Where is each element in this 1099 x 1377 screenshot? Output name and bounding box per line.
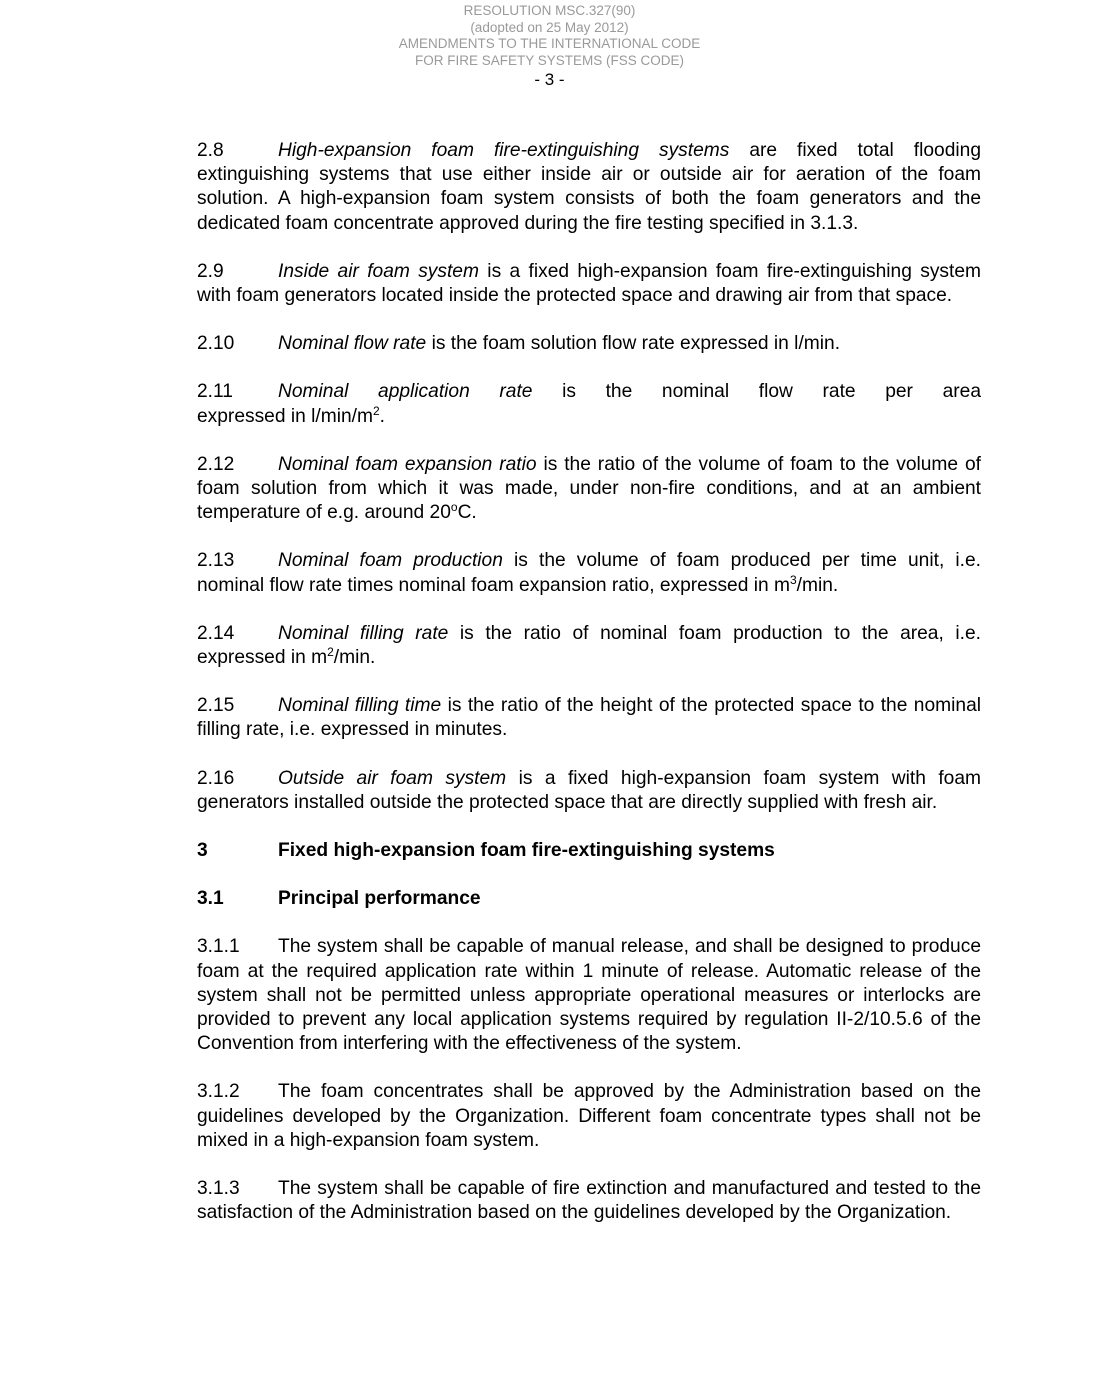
paragraph-text: is a fixed high-expansion foam fire-extinguishing system with foam generators located inside the protected space and drawing air from that space. [197, 260, 981, 307]
defined-term: Nominal foam expansion ratio [278, 453, 537, 475]
paragraph-2-16 [197, 767, 981, 815]
header-title-line2: FOR FIRE SAFETY SYSTEMS (FSS CODE) [414, 52, 685, 68]
defined-term: High-expansion foam fire-extinguishing systems [278, 140, 730, 161]
paragraph-text: The system shall be capable of manual release, and shall be designed to produce foam at the required application rate within 1 minute of release. Automatic release of the system shall not be permitted unless appropriate operational measures or interlocks are provided to prevent any local application systems required by regulation II-2/10.5.6 of the Convention from interfering with the effectiveness of the system. [197, 936, 981, 1055]
paragraph-number: 2.8 [197, 140, 224, 161]
paragraph-3-1-1 [197, 935, 981, 1056]
page-number: - 3 - [534, 70, 565, 89]
defined-term: Nominal filling rate [278, 622, 449, 644]
superscript: 2 [372, 403, 380, 418]
paragraph-text-end: /min. [796, 574, 839, 596]
paragraph-text: expressed in l/min/m [197, 405, 373, 427]
paragraph-text: The system shall be capable of fire extinction and manufactured and tested to the satisfaction of the Administration based on the guidelines developed by the Organization. [197, 1178, 981, 1224]
section-title: Principal performance [278, 888, 481, 910]
paragraph-text-end: . [379, 405, 385, 427]
paragraph-number: 2.9 [197, 260, 224, 282]
adoption-date: (adopted on 25 May 2012) [470, 19, 629, 35]
document-body [197, 139, 981, 1250]
paragraph-2-11 [197, 380, 981, 428]
paragraph-text: is the ratio of the height of the protected space to the nominal filling rate, i.e. expressed in minutes. [197, 695, 982, 741]
paragraph-2-15 [197, 694, 981, 742]
paragraph-number: 2.16 [197, 767, 235, 789]
defined-term: Outside air foam system [278, 767, 507, 789]
paragraph-number: 2.15 [197, 695, 235, 717]
paragraph-2-8 [197, 139, 981, 236]
resolution-number: RESOLUTION MSC.327(90) [463, 3, 636, 18]
section-number: 3 [197, 840, 208, 862]
paragraph-2-13 [197, 549, 981, 597]
paragraph-2-12 [197, 453, 981, 526]
paragraph-text: are fixed total flooding extinguishing systems that use either inside air or outside air for aeration of the foam solution. A high-expansion foam system consists of both the foam generators and the dedicated foam concentrate approved during the fire testing specified in 3.1.3. [197, 140, 981, 234]
paragraph-2-10 [197, 332, 981, 356]
paragraph-number: 2.10 [197, 333, 235, 355]
paragraph-3-1-3 [197, 1177, 981, 1225]
defined-term: Nominal filling time [278, 695, 442, 717]
defined-term: Nominal application rate [278, 381, 533, 403]
section-heading-3-1 [197, 887, 981, 911]
paragraph-first-line [197, 380, 981, 404]
paragraph-2-14 [197, 622, 981, 670]
paragraph-2-9 [197, 260, 981, 308]
paragraph-number: 3.1.1 [197, 936, 240, 958]
section-title: Fixed high-expansion foam fire-extinguishing systems [278, 840, 775, 862]
paragraph-number: 3.1.3 [197, 1178, 240, 1200]
paragraph-text: is the volume of foam produced per time unit, i.e. nominal flow rate times nominal foam expansion ratio, expressed in m [197, 550, 981, 596]
header-title-line1: AMENDMENTS TO THE INTERNATIONAL CODE [398, 36, 701, 51]
superscript: 3 [789, 572, 797, 587]
defined-term: Nominal flow rate [278, 333, 427, 355]
paragraph-text-end: /min. [333, 647, 376, 669]
paragraph-number: 2.12 [197, 453, 235, 475]
paragraph-text: is the ratio of nominal foam production to the area, i.e. expressed in m [197, 622, 981, 669]
superscript: 2 [327, 645, 334, 660]
section-heading-3 [197, 839, 981, 863]
paragraph-text: is the ratio of the volume of foam to the volume of foam solution from which it was made, under non-fire conditions, and at an ambient temperature of e.g. around 20 [197, 453, 981, 524]
section-number: 3.1 [197, 888, 224, 910]
paragraph-text: The foam concentrates shall be approved by the Administration based on the guidelines developed by the Organization. Different foam concentrate types shall not be mixed in a high-expansion foam system. [197, 1081, 981, 1151]
paragraph-number: 2.13 [197, 550, 235, 572]
defined-term: Inside air foam system [278, 260, 479, 282]
paragraph-second-line [197, 405, 981, 429]
paragraph-3-1-2 [197, 1080, 981, 1153]
paragraph-text: is the nominal flow rate per area [532, 381, 981, 403]
paragraph-number: 2.14 [197, 622, 235, 644]
paragraph-number: 3.1.2 [197, 1081, 240, 1103]
defined-term: Nominal foam production [278, 550, 503, 572]
document-header [0, 3, 1099, 91]
paragraph-text: is a fixed high-expansion foam system with foam generators installed outside the protected space that are directly supplied with fresh air. [197, 767, 981, 813]
paragraph-number: 2.11 [197, 381, 233, 403]
paragraph-text: is the foam solution flow rate expressed in l/min. [426, 333, 841, 355]
superscript: o [450, 500, 458, 515]
paragraph-text-end: C. [457, 502, 477, 524]
